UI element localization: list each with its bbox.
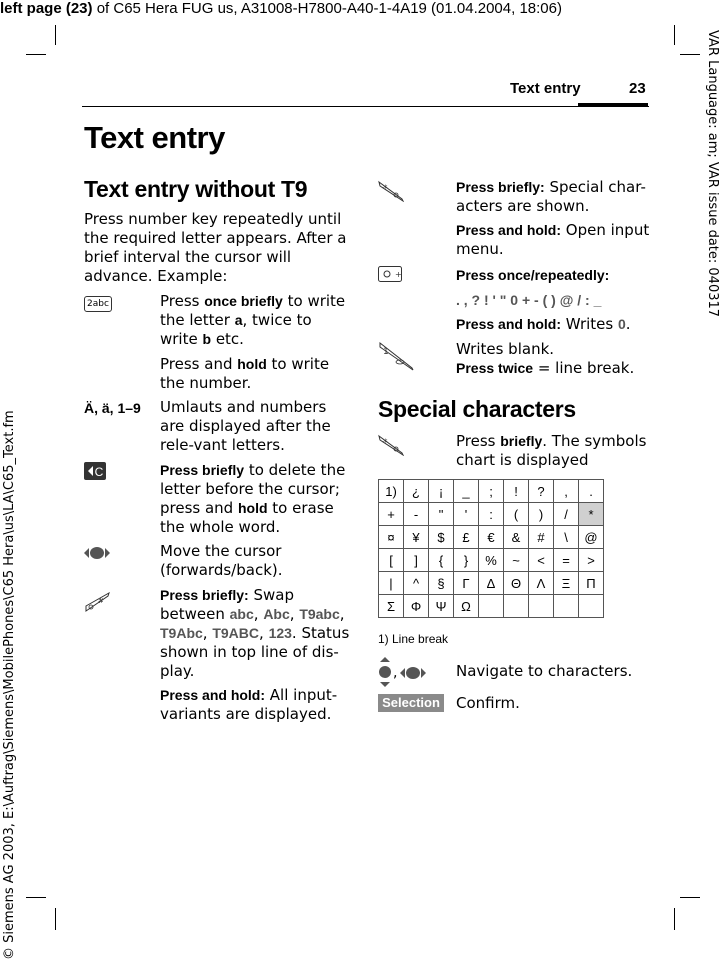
symbols-row [379, 572, 604, 595]
zero-key-text [456, 266, 651, 285]
crop-mark [55, 908, 56, 930]
symbol-cell: # [529, 526, 554, 549]
print-header-rest: of C65 Hera FUG us, A31008-H7800-A40-1-4A19 (01.04.2004, 18:06) [92, 0, 562, 17]
symbol-cell [479, 595, 504, 618]
symbol-cell: Φ [404, 595, 429, 618]
hash-key-icon [84, 592, 110, 612]
symbol-cell: ! [504, 480, 529, 503]
keyword: Press and hold: [456, 222, 562, 238]
mode-123: 123 [268, 625, 292, 641]
star-key-icon [378, 180, 404, 202]
symbol-cell: $ [429, 526, 454, 549]
mode-T9abc: T9abc [299, 606, 340, 622]
mode-T9ABC: T9ABC [212, 625, 260, 641]
intro-paragraph: Press number key repeatedly until the required letter appears. After a brief interval the cursor will advance. Example: [84, 210, 347, 285]
footnote-text: Line break [388, 632, 449, 646]
keyword: b [202, 331, 212, 347]
header-tick [578, 103, 648, 106]
symbols-row [379, 526, 604, 549]
key2-press-hold [160, 355, 350, 393]
text: etc. [211, 330, 244, 348]
navigate-icons [378, 657, 458, 687]
umlaut-text: Umlauts and numbers are displayed after the rele-vant letters. [160, 398, 331, 454]
running-section-title: Text entry [510, 80, 581, 97]
symbol-cell: [ [379, 549, 404, 572]
crop-mark [26, 897, 46, 898]
crop-mark [55, 25, 56, 45]
section-heading-special: Special characters [378, 396, 576, 422]
key-2-icon [84, 296, 112, 312]
header-rule [82, 106, 649, 107]
symbol-cell: ? [529, 480, 554, 503]
clear-key-icon [84, 462, 106, 480]
hash-key-hold [160, 686, 350, 724]
symbol-cell: ' [454, 503, 479, 526]
mode-T9Abc: T9Abc [160, 625, 203, 641]
symbol-cell: € [479, 526, 504, 549]
symbol-cell: ( [504, 503, 529, 526]
text: Press [456, 432, 501, 450]
symbol-cell: ¥ [404, 526, 429, 549]
text: Open input menu. [456, 221, 650, 258]
text: to delete the letter before the cursor; press and [160, 461, 346, 517]
symbol-cell: = [554, 549, 579, 572]
text: . The symbols chart is displayed [456, 432, 647, 469]
symbol-cell: * [579, 503, 604, 526]
text: = line break. [533, 359, 635, 377]
symbol-cell: Δ [479, 572, 504, 595]
symbol-cell: & [504, 526, 529, 549]
text: Press and [160, 355, 238, 373]
symbol-cell: ^ [404, 572, 429, 595]
symbol-cell: Ψ [429, 595, 454, 618]
print-header-bold: left page (23) [0, 0, 93, 17]
footnote [378, 632, 448, 646]
svg-text:#: # [98, 597, 104, 605]
keyword: Press and hold: [456, 316, 562, 332]
keyword: Press twice [456, 360, 534, 376]
text: Special char-acters are shown. [456, 178, 646, 215]
one-key-text: Writes blank. [456, 340, 555, 358]
symbol-cell: Σ [379, 595, 404, 618]
symbol-cell: + [379, 503, 404, 526]
crop-mark [680, 54, 700, 55]
symbol-cell: , [554, 480, 579, 503]
confirm-text: Confirm. [456, 694, 520, 712]
mode-abc: abc [229, 606, 254, 622]
svg-text:C: C [94, 465, 104, 479]
text: to write the number. [160, 355, 330, 392]
crop-mark [674, 908, 675, 930]
left-margin-note [0, 410, 20, 960]
page-title: Text entry [84, 120, 225, 155]
symbol-cell: { [429, 549, 454, 572]
symbols-table [378, 479, 604, 618]
symbol-cell: / [554, 503, 579, 526]
symbol-cell: | [379, 572, 404, 595]
text: Press [160, 292, 205, 310]
left-margin-text: © Siemens AG 2003, E:\Auftrag\Siemens\MobilePhones\C65 Hera\us\LA\C65_Text.fm [2, 410, 17, 960]
symbol-cell: § [429, 572, 454, 595]
text: Swap between [160, 586, 294, 623]
symbol-cell: Λ [529, 572, 554, 595]
text: . Status shown in top line of dis-play. [160, 624, 350, 680]
symbol-cell: ¤ [379, 526, 404, 549]
special-press-text [456, 432, 651, 470]
symbol-cell: Π [579, 572, 604, 595]
keyword: hold [237, 356, 267, 372]
symbol-cell [529, 595, 554, 618]
page-number: 23 [629, 80, 646, 97]
value: 0 [617, 316, 626, 332]
symbol-cell: _ [454, 480, 479, 503]
symbol-cell: ¿ [404, 480, 429, 503]
symbol-cell [504, 595, 529, 618]
text: All input-variants are displayed. [160, 686, 338, 723]
nav-key-icon [84, 545, 110, 559]
symbol-cell: \ [554, 526, 579, 549]
symbols-row [379, 503, 604, 526]
mode-Abc: Abc [263, 606, 290, 622]
symbol-cell: - [404, 503, 429, 526]
key-2-label: 2abc [87, 299, 109, 309]
clear-key-text [160, 461, 350, 537]
text: to erase the whole word. [160, 499, 334, 536]
symbol-cell: ] [404, 549, 429, 572]
key2-press-briefly [160, 292, 350, 349]
crop-mark [26, 54, 46, 55]
symbol-cell: > [579, 549, 604, 572]
symbol-cell: Γ [454, 572, 479, 595]
symbol-cell: ; [479, 480, 504, 503]
navigate-text: Navigate to characters. [456, 662, 633, 680]
keyword: Press briefly: [160, 587, 249, 603]
symbol-cell: % [479, 549, 504, 572]
symbols-row [379, 480, 604, 503]
symbol-cell: " [429, 503, 454, 526]
umlaut-label: Ä, ä, 1–9 [84, 400, 141, 416]
crop-mark [680, 897, 700, 898]
symbol-cell [579, 595, 604, 618]
footnote-mark: 1) [378, 632, 389, 646]
one-key-twice [456, 359, 651, 378]
svg-text:*: * [383, 184, 388, 194]
text: Writes [561, 315, 618, 333]
star-key-icon-2 [378, 434, 404, 456]
zero-key-icon [378, 266, 402, 282]
symbol-cell: £ [454, 526, 479, 549]
symbol-cell: ) [529, 503, 554, 526]
symbol-cell: Ξ [554, 572, 579, 595]
symbol-cell: : [479, 503, 504, 526]
symbol-cell: . [579, 480, 604, 503]
keyword: Press briefly: [456, 179, 545, 195]
nav-key-text: Move the cursor (forwards/back). [160, 542, 283, 579]
svg-text:*: * [383, 438, 388, 448]
keyword: Press briefly [160, 462, 245, 478]
keyword: briefly [500, 433, 543, 449]
svg-text:+: + [395, 270, 402, 279]
symbol-cell: Ω [454, 595, 479, 618]
print-header-line [0, 0, 562, 17]
right-margin-text: VAR Language: am; VAR issue date: 040317 [705, 30, 720, 318]
keyword: once briefly [204, 293, 283, 309]
section-heading-no-t9: Text entry without T9 [84, 176, 308, 202]
hash-key-text: Press briefly: Swap between abc, Abc, T9abc, T9Abc, T9ABC, 123. Status shown in top line of dis-play. [160, 586, 350, 680]
symbol-cell [554, 595, 579, 618]
symbols-row [379, 549, 604, 572]
symbol-cell: ~ [504, 549, 529, 572]
zero-key-chars: . , ? ! ' " 0 + - ( ) @ / : _ [456, 292, 602, 308]
keyword: a [234, 312, 243, 328]
symbol-cell: ¡ [429, 480, 454, 503]
zero-key-hold [456, 315, 651, 334]
svg-text:1: 1 [383, 347, 389, 357]
crop-mark [674, 25, 675, 45]
keyword: hold [237, 500, 268, 516]
text: , twice to write [160, 311, 312, 348]
selection-softkey: Selection [378, 694, 444, 712]
star-key-text [456, 178, 651, 216]
symbol-cell: Θ [504, 572, 529, 595]
text: to write the letter [160, 292, 346, 329]
symbol-cell: < [529, 549, 554, 572]
symbol-cell: @ [579, 526, 604, 549]
star-key-hold [456, 221, 651, 259]
keyword: Press and hold: [160, 687, 266, 703]
symbols-row [379, 595, 604, 618]
text: . [625, 315, 631, 333]
one-key-icon [378, 341, 414, 371]
symbol-cell: 1) [379, 480, 404, 503]
svg-text:,: , [393, 665, 398, 681]
symbol-cell: } [454, 549, 479, 572]
keyword: Press once/repeatedly: [456, 267, 610, 283]
right-margin-note [702, 30, 724, 910]
